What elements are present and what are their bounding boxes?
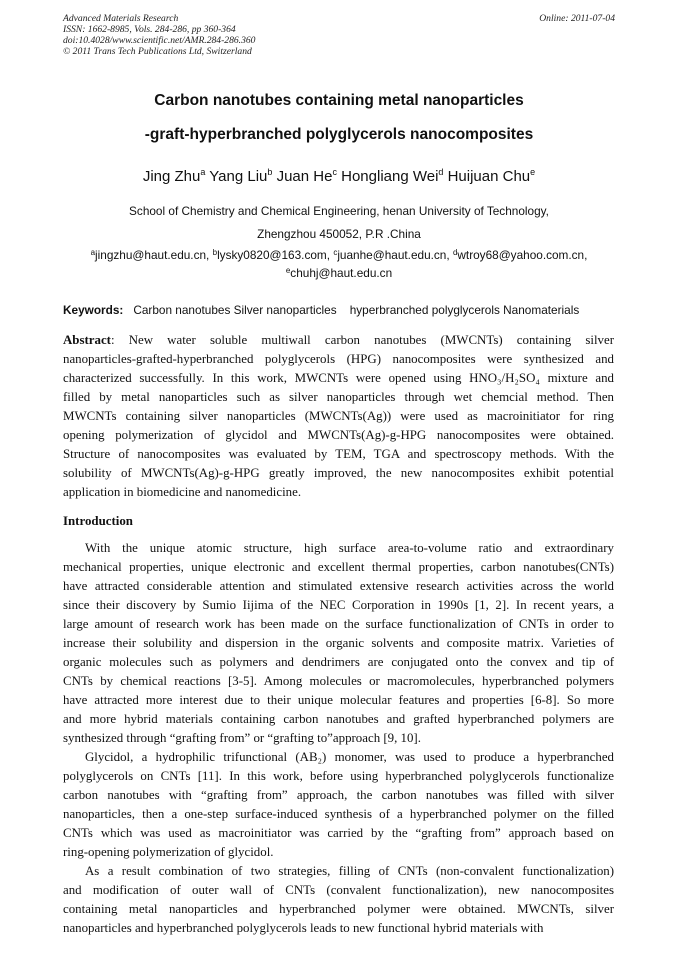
author-name: Huijuan Chu: [447, 168, 531, 185]
email-address: lysky0820@163.com,: [217, 248, 331, 262]
text-line: Abstract: New water soluble multiwall carbon nanotubes (MWCNTs) containing silver: [63, 333, 614, 347]
text-line: CNTs which was used as macroinitiator was carried by the “grafting from” approach based on: [63, 826, 614, 840]
text-line: opening polymerization of glycidol and MWCNTs(Ag)-g-HPG nanocomposites were obtained.: [63, 428, 614, 442]
text-line: solubility of MWCNTs(Ag)-g-HPG greatly improved, the new nanocomposites exhibit potential: [63, 466, 614, 480]
text-line: With the unique atomic structure, high surface area-to-volume ratio and extraordinary: [85, 541, 614, 555]
text-line: carbon nanotubes with “grafting from” approach, the carbon nanotubes was filled with silver: [63, 788, 614, 802]
text-line: MWCNTs containing silver nanoparticles (MWCNTs(Ag)) were used as macroinitiator for ring: [63, 409, 614, 423]
text-line: As a result combination of two strategies, filling of CNTs (non-convalent functionalization): [85, 864, 614, 878]
copyright-line: © 2011 Trans Tech Publications Ltd, Switzerland: [63, 46, 252, 57]
text-line: application in biomedicine and nanomedicine.: [63, 485, 302, 499]
text-line: have attracted more interest due to their unique molecular features and properties [6-8]. So more: [63, 693, 614, 707]
author-name: Yang Liu: [209, 168, 268, 185]
author-affiliation-mark: a: [200, 167, 206, 177]
text-line: Glycidol, a hydrophilic trifunctional (AB₂) monomer, was used to produce a hyperbranched: [85, 750, 614, 764]
email-mark: a: [90, 248, 96, 257]
author-affiliation-mark: d: [438, 167, 444, 177]
text-line: polyglycerols on CNTs [11]. In this work, before using hyperbranched polyglycerols functionalize: [63, 769, 614, 783]
email-mark: b: [212, 248, 218, 257]
text-line: increase their solubility and dispersion in the organic solvents and composite matrix. Varieties of: [63, 636, 614, 650]
paper-title-line-2: -graft-hyperbranched polyglycerols nanocomposites: [144, 126, 534, 143]
journal-name: Advanced Materials Research: [63, 13, 179, 24]
journal-header: [63, 13, 255, 57]
text-line: synthesized through “grafting from” or “grafting to”approach [9, 10].: [63, 731, 421, 745]
email-mark: e: [285, 266, 291, 275]
author-affiliation-mark: e: [530, 167, 536, 177]
introduction-heading: Introduction: [63, 514, 133, 528]
email-mark: c: [333, 248, 338, 257]
text-line: filled by metal nanoparticles such as silver nanoparticles through wet chemcial method. Then: [63, 390, 614, 404]
keywords: [63, 303, 623, 317]
text-line: nanoparticles and hyperbranched polyglycerols leads to new functional hybrid materials with: [63, 921, 544, 935]
text-line: since their discovery by Sumio Iijima of the NEC Corporation in 1990s [1, 2]. In recent years, a: [63, 598, 614, 612]
abstract: [63, 331, 614, 502]
text-line: and modification of outer wall of CNTs (convalent functionalization), new nanocomposites: [63, 883, 614, 897]
author-name: Juan He: [276, 168, 333, 185]
text-line: large amount of research work has been made on the surface functionalization of CNTs in order to: [63, 617, 614, 631]
text-line: have attracted considerable attention and stimulated extensive research activities across the world: [63, 579, 614, 593]
text-line: containing metal nanoparticles and hyperbranched polymer were obtained. MWCNTs, silver: [63, 902, 614, 916]
abstract-label: Abstract: [63, 333, 111, 347]
affiliation-line-2: Zhengzhou 450052, P.R .China: [257, 227, 421, 241]
email-address: jingzhu@haut.edu.cn,: [95, 248, 210, 262]
email-address: juanhe@haut.edu.cn,: [337, 248, 450, 262]
intro-paragraph-2: [63, 748, 614, 862]
email-list: [0, 245, 678, 281]
keywords-label: Keywords:: [63, 303, 124, 317]
intro-paragraph-3: [63, 862, 614, 938]
online-date: Online: 2011-07-04: [539, 13, 615, 24]
text-line: Structure of nanocomposites was evaluated by TEM, TGA and spectroscopy methods. With the: [63, 447, 614, 461]
email-mark: d: [452, 248, 458, 257]
keywords-text: Carbon nanotubes Silver nanoparticles hyperbranched polyglycerols Nanomaterials: [133, 303, 580, 317]
affiliation-line-1: School of Chemistry and Chemical Engineering, henan University of Technology,: [129, 204, 549, 218]
text-line: mechanical properties, unique electronic and excellent thermal properties, carbon nanotubes(CNTs): [63, 560, 614, 574]
doi-line: doi:10.4028/www.scientific.net/AMR.284-286.360: [63, 35, 256, 46]
email-address: chuhj@haut.edu.cn: [290, 266, 393, 280]
text-line: characterized successfully. In this work, MWCNTs were opened using HNO₃/H₂SO₄ mixture and: [63, 371, 614, 385]
text-line: CNTs by chemical reactions [3-5]. Among molecules or macromolecules, hyperbranched polymers: [63, 674, 614, 688]
author-name: Hongliang Wei: [341, 168, 439, 185]
text-line: organic molecules such as polymers and dendrimers are conjugated onto the convex and tip of: [63, 655, 614, 669]
author-name: Jing Zhu: [142, 168, 201, 185]
author-list: [0, 167, 678, 185]
text-line: and more hybrid materials containing carbon nanotubes and grafted hyperbranched polymers are: [63, 712, 614, 726]
author-affiliation-mark: c: [332, 167, 337, 177]
author-affiliation-mark: b: [267, 167, 273, 177]
issn-line: ISSN: 1662-8985, Vols. 284-286, pp 360-364: [63, 24, 236, 35]
text-line: nanoparticles, then a one-step surface-induced synthesis of a hyperbranched polymer on the filled: [63, 807, 614, 821]
paper-title-line-1: Carbon nanotubes containing metal nanoparticles: [154, 92, 524, 109]
text-line: ring-opening polymerization of glycidol.: [63, 845, 274, 859]
text-line: nanoparticles-grafted-hyperbranched polyglycerols (HPG) nanocomposites were synthesized and: [63, 352, 614, 366]
intro-paragraph-1: [63, 539, 614, 748]
email-address: wtroy68@yahoo.com.cn,: [457, 248, 588, 262]
